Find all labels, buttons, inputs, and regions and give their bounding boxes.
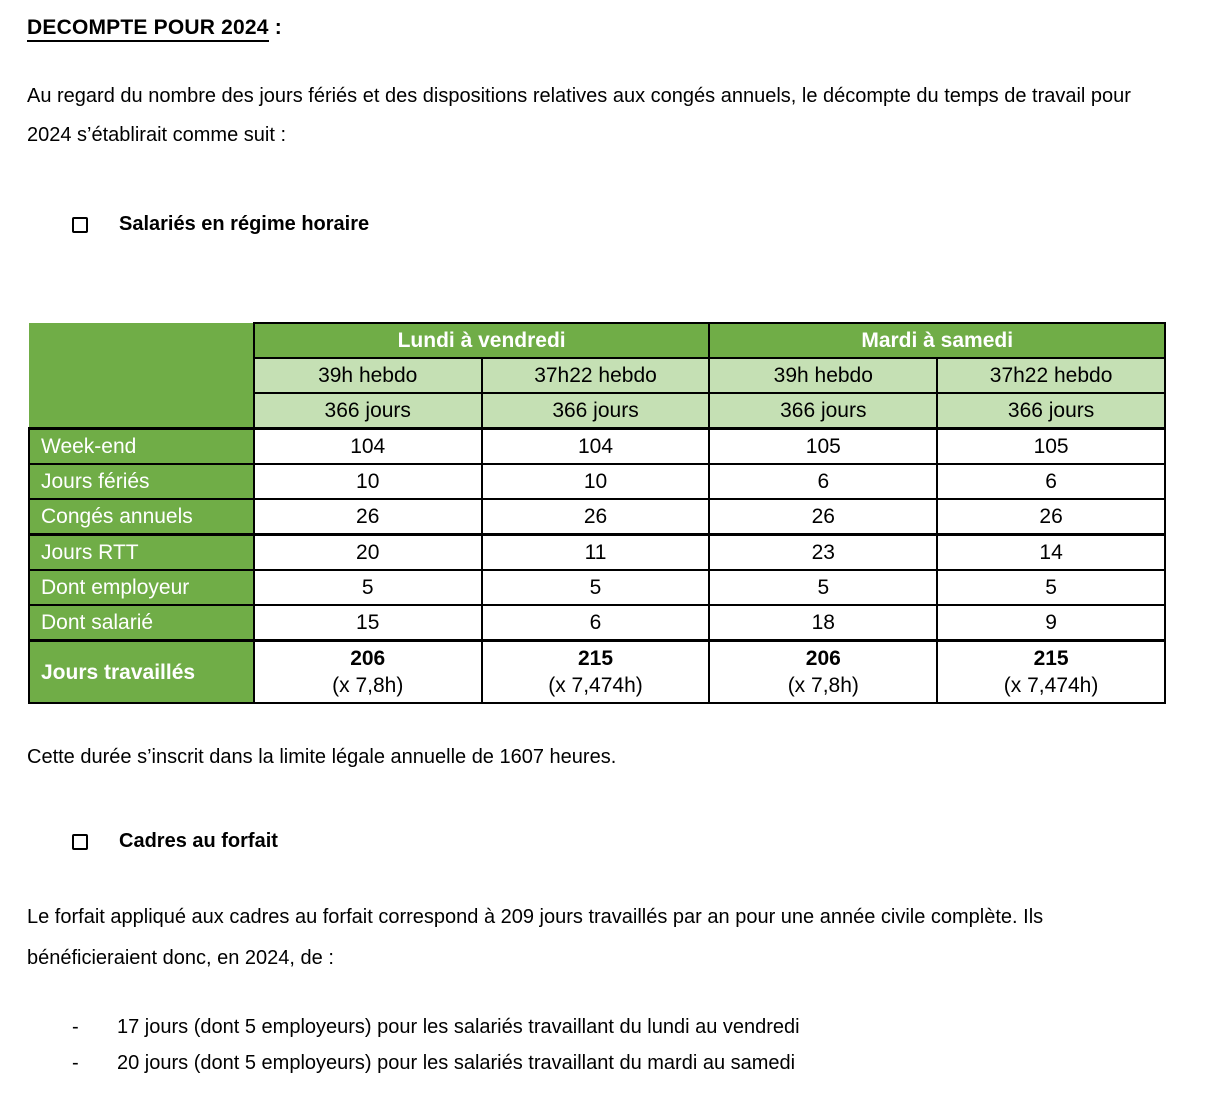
- list-item: [72, 1009, 1166, 1045]
- value-cell: [937, 641, 1165, 704]
- value-cell: [482, 641, 710, 704]
- value-cell: 105: [937, 429, 1165, 465]
- value-cell: 26: [937, 499, 1165, 535]
- hours-multiplier: (x 7,474h): [548, 674, 643, 697]
- value-cell: 6: [482, 605, 710, 641]
- worked-days-value: 215: [577, 647, 614, 670]
- value-cell: 5: [482, 570, 710, 605]
- row-label-cell: Congés annuels: [29, 499, 254, 535]
- value-cell: 18: [709, 605, 937, 641]
- value-cell: 5: [709, 570, 937, 605]
- section-heading-label: Salariés en régime horaire: [119, 213, 370, 235]
- value-cell: 26: [482, 499, 710, 535]
- days-cell: 366 jours: [709, 393, 937, 429]
- value-cell: 23: [709, 535, 937, 571]
- dash-list: [72, 1009, 1166, 1081]
- subheader-cell: 37h22 hebdo: [482, 358, 710, 393]
- value-cell: 15: [254, 605, 482, 641]
- hours-multiplier: (x 7,8h): [332, 674, 404, 697]
- value-cell: 5: [937, 570, 1165, 605]
- square-bullet-icon: [72, 217, 88, 233]
- value-cell: 14: [937, 535, 1165, 571]
- subheader-cell: 39h hebdo: [709, 358, 937, 393]
- list-item: [72, 1045, 1166, 1081]
- row-label-cell: Week-end: [29, 429, 254, 465]
- table-row-dont-salarie: [29, 605, 1165, 641]
- section-heading-cadres-forfait: [72, 830, 1166, 853]
- table-row-dont-employeur: [29, 570, 1165, 605]
- days-cell: 366 jours: [937, 393, 1165, 429]
- worktime-table: [28, 322, 1166, 704]
- subheader-cell: 37h22 hebdo: [937, 358, 1165, 393]
- value-cell: [709, 641, 937, 704]
- page-title-colon: :: [268, 16, 282, 39]
- group-header-lundi-vendredi: Lundi à vendredi: [254, 323, 710, 358]
- value-cell: 6: [709, 464, 937, 499]
- hours-multiplier: (x 7,474h): [1003, 674, 1099, 697]
- hours-multiplier: (x 7,8h): [787, 674, 859, 697]
- value-cell: 105: [709, 429, 937, 465]
- value-cell: 26: [709, 499, 937, 535]
- section-heading-regime-horaire: [72, 213, 1166, 236]
- value-cell: 20: [254, 535, 482, 571]
- value-cell: 10: [254, 464, 482, 499]
- table-group-header-row: [29, 323, 1165, 358]
- row-label-cell: Jours travaillés: [29, 641, 254, 704]
- list-item-text: 17 jours (dont 5 employeurs) pour les salariés travaillant du lundi au vendredi: [117, 1016, 800, 1038]
- page-title-text: DECOMPTE POUR 2024: [27, 16, 269, 42]
- days-cell: 366 jours: [254, 393, 482, 429]
- table-row-jours-feries: [29, 464, 1165, 499]
- value-cell: 26: [254, 499, 482, 535]
- list-item-text: 20 jours (dont 5 employeurs) pour les salariés travaillant du mardi au samedi: [117, 1052, 796, 1074]
- table-blank-corner: [29, 323, 254, 429]
- table-row-jours-rtt: [29, 535, 1165, 571]
- row-label-cell: Jours RTT: [29, 535, 254, 571]
- legal-limit-note: Cette durée s’inscrit dans la limite légale annuelle de 1607 heures.: [27, 746, 617, 768]
- worked-days-value: 206: [805, 647, 841, 670]
- table-row-conges-annuels: [29, 499, 1165, 535]
- value-cell: [254, 641, 482, 704]
- row-label-cell: Dont employeur: [29, 570, 254, 605]
- table-row-weekend: [29, 429, 1165, 465]
- days-cell: 366 jours: [482, 393, 710, 429]
- section-heading-label: Cadres au forfait: [119, 830, 278, 852]
- intro-paragraph: Au regard du nombre des jours fériés et des dispositions relatives aux congés annuels, le décompte du temps de travail pour 2024 s’établirait comme suit :: [27, 85, 1131, 146]
- forfait-paragraph: Le forfait appliqué aux cadres au forfait correspond à 209 jours travaillés par an pour une année civile complète. Ils bénéficieraient donc, en 2024, de :: [27, 906, 1044, 969]
- row-label-cell: Dont salarié: [29, 605, 254, 641]
- worked-days-value: 206: [350, 647, 386, 670]
- square-bullet-icon: [72, 834, 88, 850]
- value-cell: 10: [482, 464, 710, 499]
- value-cell: 5: [254, 570, 482, 605]
- value-cell: 11: [482, 535, 710, 571]
- value-cell: 6: [937, 464, 1165, 499]
- row-label-cell: Jours fériés: [29, 464, 254, 499]
- value-cell: 104: [254, 429, 482, 465]
- group-header-mardi-samedi: Mardi à samedi: [709, 323, 1165, 358]
- dash-marker: -: [72, 1016, 79, 1038]
- value-cell: 9: [937, 605, 1165, 641]
- dash-marker: -: [72, 1052, 79, 1074]
- subheader-cell: 39h hebdo: [254, 358, 482, 393]
- worked-days-value: 215: [1033, 647, 1069, 670]
- table-row-jours-travailles: [29, 641, 1165, 704]
- value-cell: 104: [482, 429, 710, 465]
- page-title: [27, 16, 1166, 40]
